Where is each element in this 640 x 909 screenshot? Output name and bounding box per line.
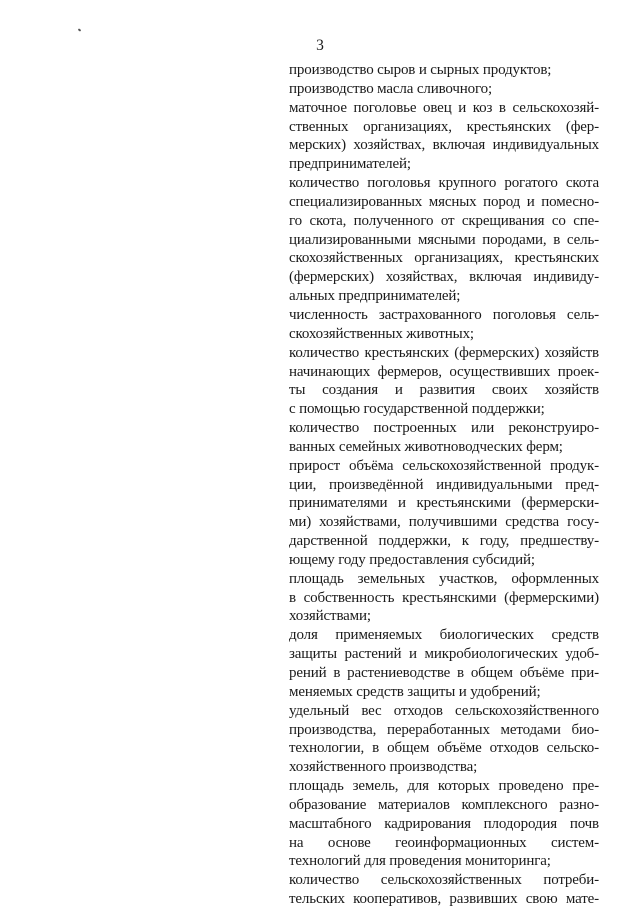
- text-line: площадь земель, для которых проведено пре-: [289, 778, 599, 795]
- text-line: ющему году предоставления субсидий;: [289, 551, 535, 568]
- text-line: технологии, в общем объёме отходов сельско-: [289, 740, 599, 757]
- text-line: количество сельскохозяйственных потреби-: [289, 872, 599, 889]
- text-line: доля применяемых биологических средств: [289, 627, 599, 644]
- text-line: производства, переработанных методами био-: [289, 721, 599, 738]
- text-line: маточное поголовье овец и коз в сельскохозяй-: [289, 99, 599, 116]
- text-line: принимателями и крестьянскими (фермерски-: [289, 495, 599, 512]
- text-line: количество построенных или реконструиро-: [289, 420, 599, 437]
- text-line: ции, произведённой индивидуальными пред-: [289, 476, 599, 493]
- text-line: ственных организациях, крестьянских (фер-: [289, 118, 599, 135]
- text-line: образование материалов комплексного разно-: [289, 796, 599, 813]
- text-line: масштабного кадрирования плодородия почв: [289, 815, 599, 832]
- text-line: тельских кооперативов, развивших свою мате-: [289, 891, 599, 908]
- text-line: количество поголовья крупного рогатого скота: [289, 175, 599, 192]
- text-line: количество крестьянских (фермерских) хозяйств: [289, 344, 599, 361]
- text-line: ванных семейных животноводческих ферм;: [289, 438, 563, 455]
- text-line: с помощью государственной поддержки;: [289, 401, 545, 418]
- text-line: го скота, полученного от скрещивания со спе-: [289, 212, 599, 229]
- document-body: [289, 61, 599, 909]
- text-line: хозяйственного производства;: [289, 759, 478, 776]
- text-line: на основе геоинформационных систем-: [289, 834, 599, 851]
- text-line: производство сыров и сырных продуктов;: [289, 62, 552, 78]
- text-line: ты создания и развития своих хозяйств: [289, 382, 599, 399]
- text-line: циализированными мясными породами, в сель-: [289, 231, 599, 248]
- text-line: прирост объёма сельскохозяйственной продук-: [289, 457, 599, 474]
- text-line: предпринимателей;: [289, 156, 411, 173]
- text-line: мерских) хозяйствах, включая индивидуальных: [289, 137, 599, 154]
- text-line: производство масла сливочного;: [289, 80, 492, 97]
- text-line: альных предпринимателей;: [289, 288, 461, 305]
- text-line: удельный вес отходов сельскохозяйственного: [289, 702, 599, 719]
- text-line: ми) хозяйствами, получившими средства госу-: [289, 514, 599, 531]
- text-line: специализированных мясных пород и помесно-: [289, 193, 599, 210]
- text-line: дарственной поддержки, к году, предшеству-: [289, 533, 599, 550]
- text-line: площадь земельных участков, оформленных: [289, 570, 599, 587]
- text-line: защиты растений и микробиологических удоб-: [289, 646, 599, 663]
- text-line: рений в растениеводстве в общем объёме при-: [289, 665, 599, 681]
- text-line: начинающих фермеров, осуществивших проек-: [289, 363, 599, 380]
- text-line: скохозяйственных животных;: [289, 325, 474, 342]
- scan-speck: [78, 28, 82, 31]
- text-line: численность застрахованного поголовья сель-: [289, 306, 599, 323]
- text-line: хозяйствами;: [289, 608, 371, 625]
- text-line: меняемых средств защиты и удобрений;: [289, 683, 541, 700]
- page-number: 3: [316, 37, 324, 54]
- text-line: технологий для проведения мониторинга;: [289, 853, 551, 870]
- text-line: (фермерских) хозяйствах, включая индивиду-: [289, 269, 599, 286]
- text-line: в собственность крестьянскими (фермерскими): [289, 589, 599, 606]
- text-line: скохозяйственных организациях, крестьянских: [289, 250, 599, 267]
